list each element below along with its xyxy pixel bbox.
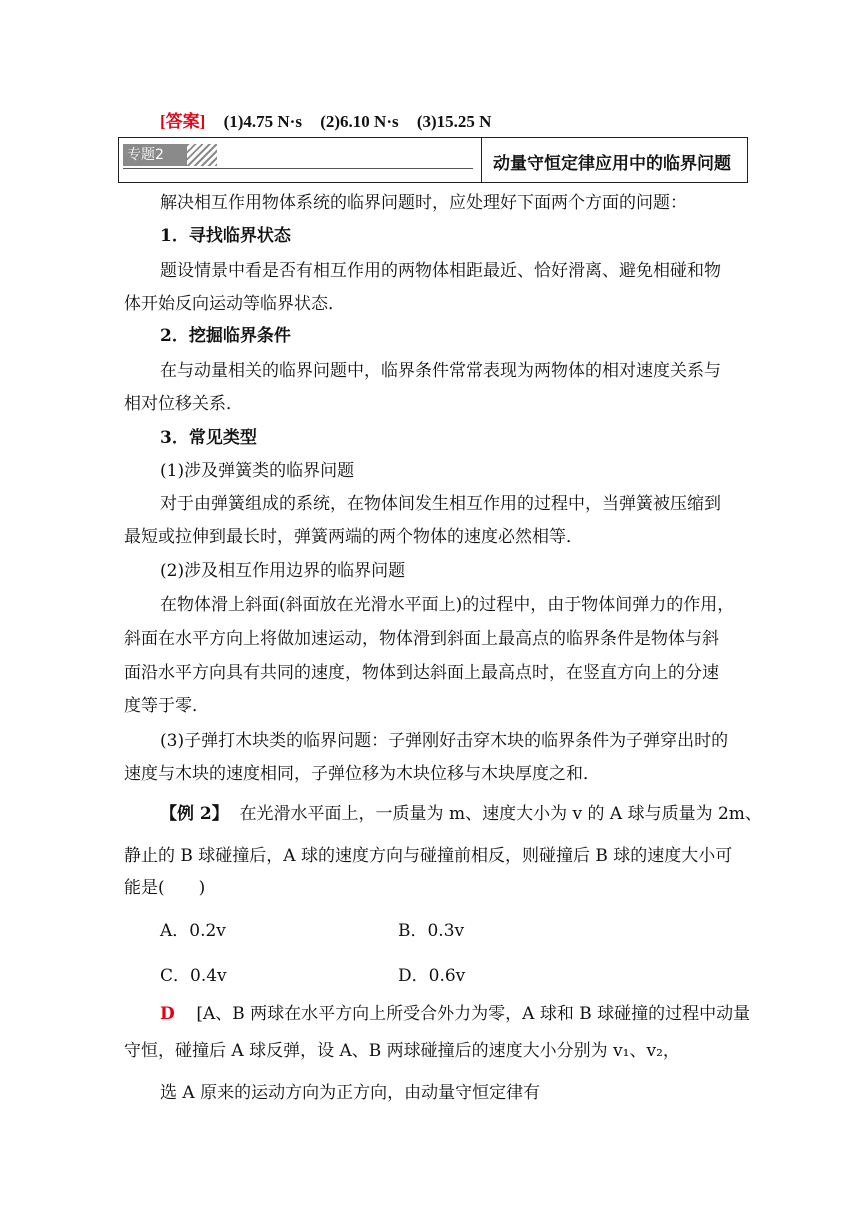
- example-line-1: [160, 803, 762, 825]
- option-a: A．0.2v: [160, 921, 226, 941]
- heading-2: 2．挖掘临界条件: [160, 326, 291, 346]
- example-text-1: 在光滑水平面上，一质量为 m、速度大小为 v 的 A 球与质量为 2m、: [239, 804, 762, 824]
- type-1-line-2: 最短或拉伸到最长时，弹簧两端的两个物体的速度必然相等．: [124, 527, 583, 547]
- paragraph-1-line-1: 题设情景中看是否有相互作用的两物体相距最近、恰好滑离、避免相碰和物: [160, 261, 721, 281]
- topic-badge-cell: [119, 138, 482, 182]
- intro-text: 解决相互作用物体系统的临界问题时，应处理好下面两个方面的问题：: [160, 193, 687, 213]
- topic-badge: 专题2: [123, 144, 191, 166]
- type-1-line-1: 对于由弹簧组成的系统，在物体间发生相互作用的过程中，当弹簧被压缩到: [160, 494, 721, 514]
- answer-part-3: (3)15.25 N: [416, 112, 492, 131]
- type-2-line-2: 斜面在水平方向上将做加速运动，物体滑到斜面上最高点的临界条件是物体与斜: [124, 629, 719, 649]
- solution-text-1: [A、B 两球在水平方向上所受合外力为零，A 球和 B 球碰撞的过程中动量: [196, 1004, 751, 1024]
- topic-rule: [123, 168, 473, 169]
- answer-part-2: (2)6.10 N·s: [320, 112, 399, 131]
- heading-1: 1．寻找临界状态: [160, 226, 291, 246]
- option-b: B．0.3v: [398, 921, 465, 941]
- topic-header: [118, 137, 748, 183]
- option-d: D．0.6v: [398, 966, 466, 986]
- paragraph-1-line-2: 体开始反向运动等临界状态．: [124, 294, 345, 314]
- type-2-line-4: 度等于零．: [124, 696, 209, 716]
- answer-line: [160, 107, 491, 132]
- solution-line-1: [160, 1003, 750, 1025]
- paragraph-2-line-2: 相对位移关系．: [124, 394, 243, 414]
- example-line-2: 静止的 B 球碰撞后，A 球的速度方向与碰撞前相反，则碰撞后 B 球的速度大小可: [124, 846, 733, 866]
- solution-line-3: 选 A 原来的运动方向为正方向，由动量守恒定律有: [160, 1083, 541, 1103]
- heading-3: 3．常见类型: [160, 428, 257, 448]
- answer-part-1: (1)4.75 N·s: [223, 112, 302, 131]
- type-3-line-1: (3)子弹打木块类的临界问题：子弹刚好击穿木块的临界条件为子弹穿出时的: [160, 731, 729, 751]
- example-label: 【例 2】: [160, 804, 229, 824]
- topic-title: 动量守恒定律应用中的临界问题: [493, 154, 731, 174]
- solution-answer: D: [160, 1004, 175, 1024]
- type-2-line-3: 面沿水平方向具有共同的速度，物体到达斜面上最高点时，在竖直方向上的分速: [124, 663, 719, 683]
- paragraph-2-line-1: 在与动量相关的临界问题中，临界条件常常表现为两物体的相对速度关系与: [160, 361, 721, 381]
- solution-line-2: 守恒，碰撞后 A 球反弹，设 A、B 两球碰撞后的速度大小分别为 v₁、v₂，: [124, 1041, 680, 1061]
- type-2-title: (2)涉及相互作用边界的临界问题: [160, 561, 406, 581]
- type-3-line-2: 速度与木块的速度相同，子弹位移为木块位移与木块厚度之和．: [124, 764, 600, 784]
- answer-label: [答案]: [160, 112, 206, 131]
- type-1-title: (1)涉及弹簧类的临界问题: [160, 461, 355, 481]
- option-c: C．0.4v: [160, 966, 227, 986]
- type-2-line-1: 在物体滑上斜面(斜面放在光滑水平面上)的过程中，由于物体间弹力的作用，: [160, 595, 735, 615]
- topic-hatch-decoration: [187, 144, 217, 166]
- example-line-3: 能是( ): [124, 878, 206, 898]
